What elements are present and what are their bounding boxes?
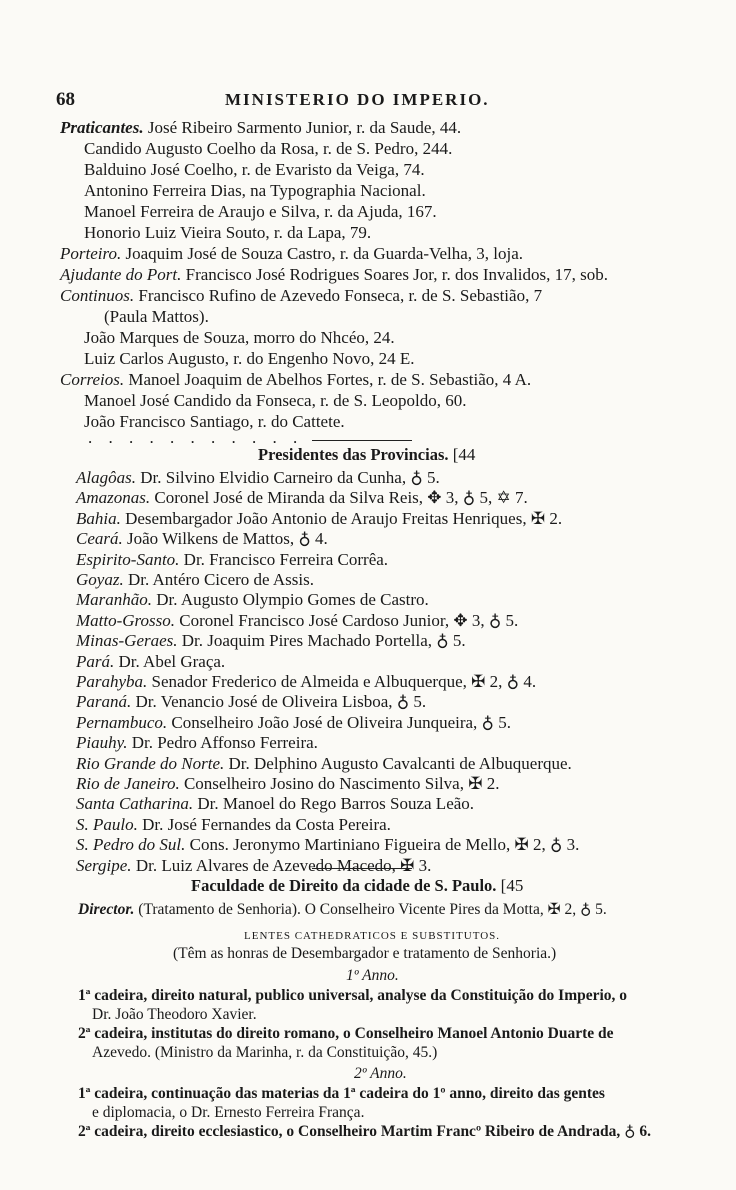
- ajudante-text: Francisco José Rodrigues Soares Jor, r. dos Invalidos, 17, sob.: [185, 265, 609, 284]
- president-text: Desembargador João Antonio de Araujo Freitas Henriques, ✠ 2.: [125, 508, 563, 528]
- correio-line: Manoel José Candido da Fonseca, r. de S. Leopoldo, 60.: [84, 391, 467, 410]
- province-name: Pernambuco.: [76, 712, 168, 732]
- faculdade-count: [45: [500, 876, 524, 895]
- province-row: [76, 652, 225, 672]
- correios-first: Manoel Joaquim de Abelhos Fortes, r. de S. Sebastião, 4 A.: [128, 370, 532, 389]
- anno-heading: 1º Anno.: [346, 967, 399, 984]
- province-name: Amazonas.: [76, 488, 151, 508]
- president-text: Dr. Silvino Elvidio Carneiro da Cunha, ♁ 5.: [140, 468, 440, 487]
- president-text: Conselheiro João José de Oliveira Junqueira, ♁ 5.: [171, 712, 511, 732]
- province-name: Santa Catharina.: [76, 794, 194, 814]
- section-rule: [312, 868, 412, 869]
- province-name: Sergipe.: [76, 855, 132, 875]
- cadeira-continuation: Dr. João Theodoro Xavier.: [92, 1006, 257, 1023]
- director-entry: [78, 900, 607, 920]
- praticantes-entry: [60, 118, 461, 138]
- president-text: Dr. Joaquim Pires Machado Portella, ♁ 5.: [181, 631, 466, 651]
- praticante-line: Candido Augusto Coelho da Rosa, r. de S. Pedro, 244.: [84, 139, 453, 158]
- province-name: Espirito-Santo.: [76, 549, 180, 569]
- president-text: Dr. Pedro Affonso Ferreira.: [131, 733, 318, 753]
- correios-entry: [60, 370, 531, 390]
- president-text: Conselheiro Josino do Nascimento Silva, ✠ 2.: [183, 774, 500, 793]
- president-text: Dr. Augusto Olympio Gomes de Castro.: [156, 590, 429, 610]
- province-row: [76, 570, 314, 590]
- cadeira-text: cadeira, direito ecclesiastico, o Conselheiro Martim Francº Ribeiro de Andrada, ♁ 6.: [94, 1123, 651, 1140]
- continuo-line: João Marques de Souza, morro do Nhcéo, 24.: [84, 328, 395, 347]
- cadeira-text: cadeira, continuação das materias da 1ª cadeira do 1º anno, direito das gentes: [94, 1085, 605, 1102]
- province-row: [76, 529, 328, 549]
- director-label: Director.: [78, 901, 135, 918]
- continuo-line: Luiz Carlos Augusto, r. do Engenho Novo, 24 E.: [84, 349, 415, 368]
- province-row: [76, 754, 572, 774]
- province-row: [76, 733, 318, 753]
- province-row: [76, 835, 579, 855]
- cadeira-entry: [78, 1084, 605, 1104]
- province-row: [76, 713, 511, 733]
- praticante-line: Antonino Ferreira Dias, na Typographia Nacional.: [84, 181, 426, 200]
- honras-note: (Têm as honras de Desembargador e tratamento de Senhoria.): [173, 945, 557, 962]
- cadeira-ordinal: 2ª: [78, 1025, 91, 1042]
- cadeira-text: cadeira, institutas do direito romano, o Conselheiro Manoel Antonio Duarte de: [94, 1025, 614, 1042]
- cadeira-continuation: Azevedo. (Ministro da Marinha, r. da Constituição, 45.): [92, 1044, 438, 1061]
- province-name: Matto-Grosso.: [76, 610, 176, 630]
- province-row: [76, 631, 466, 651]
- province-row: [76, 692, 426, 712]
- director-text: (Tratamento de Senhoria). O Conselheiro Vicente Pires da Motta, ✠ 2, ♁ 5.: [138, 901, 607, 918]
- praticante-line: Balduino José Coelho, r. de Evaristo da Veiga, 74.: [84, 160, 425, 179]
- porteiro-text: Joaquim José de Souza Castro, r. da Guarda-Velha, 3, loja.: [125, 244, 524, 263]
- province-row: [76, 672, 536, 692]
- correio-line: João Francisco Santiago, r. do Cattete.: [84, 412, 345, 431]
- province-row: [76, 815, 391, 835]
- correios-label: Correios.: [60, 370, 125, 389]
- province-name: S. Pedro do Sul.: [76, 835, 186, 855]
- lentes-heading: LENTES CATHEDRATICOS E SUBSTITUTOS.: [244, 930, 501, 942]
- province-name: S. Paulo.: [76, 814, 138, 834]
- province-row: [76, 509, 562, 529]
- presidentes-count: [44: [452, 445, 476, 464]
- president-text: Dr. Luiz Alvares de Azevedo Macedo, ✠ 3.: [135, 855, 432, 875]
- cadeira-entry: [78, 1024, 614, 1044]
- province-row: [76, 856, 431, 876]
- province-name: Rio Grande do Norte.: [76, 753, 225, 773]
- presidentes-heading-line: [258, 445, 475, 465]
- province-name: Ceará.: [76, 529, 123, 549]
- ellipsis-dots: . . . . . . . . . . .: [88, 428, 304, 447]
- praticantes-first: José Ribeiro Sarmento Junior, r. da Saude, 44.: [147, 118, 462, 137]
- province-name: Rio de Janeiro.: [76, 774, 180, 793]
- province-name: Piauhy.: [76, 733, 128, 753]
- president-text: Cons. Jeronymo Martiniano Figueira de Mello, ✠ 2, ♁ 3.: [189, 835, 580, 855]
- continuos-entry: [60, 286, 542, 306]
- province-row: [76, 590, 429, 610]
- page-header-title: MINISTERIO DO IMPERIO.: [225, 90, 490, 109]
- province-name: Bahia.: [76, 508, 121, 528]
- province-row: [76, 550, 388, 570]
- president-text: Dr. Francisco Ferreira Corrêa.: [183, 549, 389, 569]
- president-text: Coronel Francisco José Cardoso Junior, ✥ 3, ♁ 5.: [179, 610, 519, 630]
- cadeira-entry: [78, 986, 627, 1006]
- president-text: Dr. Venancio José de Oliveira Lisboa, ♁ 5.: [135, 692, 427, 712]
- province-name: Maranhão.: [76, 590, 153, 610]
- cadeira-ordinal: 2ª: [78, 1123, 91, 1140]
- cadeira-ordinal: 1ª: [78, 987, 91, 1004]
- province-row: [76, 774, 499, 794]
- president-text: Senador Frederico de Almeida e Albuquerque, ✠ 2, ♁ 4.: [151, 672, 537, 691]
- province-name: Paraná.: [76, 692, 132, 712]
- province-name: Goyaz.: [76, 570, 124, 589]
- province-row: [76, 611, 518, 631]
- presidentes-heading: Presidentes das Provincias.: [258, 445, 449, 464]
- president-text: João Wilkens de Mattos, ♁ 4.: [127, 529, 328, 549]
- president-text: Dr. Manoel do Rego Barros Souza Leão.: [197, 794, 475, 814]
- praticante-line: Manoel Ferreira de Araujo e Silva, r. da Ajuda, 167.: [84, 202, 437, 221]
- anno-heading: 2º Anno.: [354, 1065, 407, 1082]
- president-text: Dr. Delphino Augusto Cavalcanti de Albuquerque.: [228, 753, 572, 773]
- praticantes-label: Praticantes.: [60, 118, 144, 137]
- province-name: Parahyba.: [76, 672, 148, 691]
- continuos-continuation: (Paula Mattos).: [104, 307, 209, 326]
- faculdade-heading: Faculdade de Direito da cidade de S. Paulo.: [191, 876, 497, 895]
- province-name: Pará.: [76, 651, 115, 671]
- porteiro-entry: [60, 244, 523, 264]
- cadeira-continuation: e diplomacia, o Dr. Ernesto Ferreira França.: [92, 1104, 365, 1121]
- president-text: Coronel José de Miranda da Silva Reis, ✥ 3, ♁ 5, ✡ 7.: [154, 488, 528, 508]
- president-text: Dr. Antéro Cicero de Assis.: [127, 570, 314, 589]
- president-text: Dr. Abel Graça.: [118, 651, 226, 671]
- porteiro-label: Porteiro.: [60, 244, 122, 263]
- page-number: 68: [56, 89, 75, 110]
- province-name: Alagôas.: [76, 468, 136, 487]
- ajudante-entry: [60, 265, 608, 285]
- praticante-line: Honorio Luiz Vieira Souto, r. da Lapa, 79.: [84, 223, 372, 242]
- cadeira-entry: [78, 1122, 651, 1142]
- cadeira-text: cadeira, direito natural, publico universal, analyse da Constituição do Imperio, o: [94, 987, 628, 1004]
- president-text: Dr. José Fernandes da Costa Pereira.: [142, 814, 391, 834]
- province-row: [76, 468, 440, 488]
- province-row: [76, 488, 528, 508]
- continuos-label: Continuos.: [60, 286, 135, 305]
- faculdade-heading-line: [191, 876, 523, 896]
- province-name: Minas-Geraes.: [76, 631, 178, 651]
- province-row: [76, 794, 474, 814]
- ajudante-label: Ajudante do Port.: [60, 265, 182, 284]
- section-rule: [312, 440, 412, 441]
- continuos-first: Francisco Rufino de Azevedo Fonseca, r. de S. Sebastião, 7: [138, 286, 543, 305]
- cadeira-ordinal: 1ª: [78, 1085, 91, 1102]
